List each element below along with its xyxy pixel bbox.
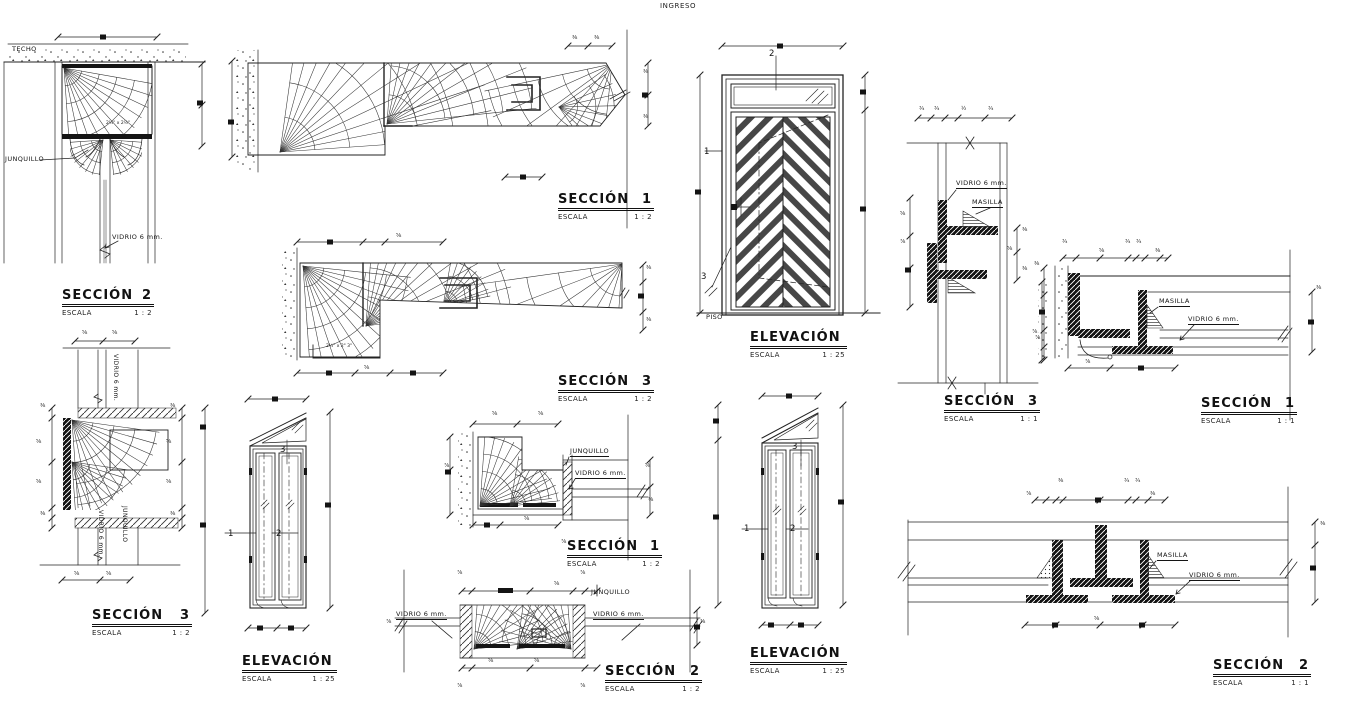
drawing-label: MASILLA	[1159, 297, 1190, 305]
detail-seccion2-full	[898, 487, 1318, 637]
dim-label: ⅝	[166, 479, 172, 485]
drawing-label: 2½" x 2" 3"	[326, 344, 353, 349]
door-chevron-left	[736, 117, 783, 307]
dim-label: ⅜	[1022, 266, 1028, 272]
dim-label: ¾	[1136, 239, 1142, 245]
dim-label: ⅞	[457, 570, 463, 576]
dim-label: ⅝	[112, 330, 118, 336]
title-seccion3-full: SECCIÓN 3 ESCALA 1 : 1	[944, 394, 1038, 423]
drawing-label: VIDRIO 6 mm.	[112, 233, 163, 241]
sheet-top-label: INGRESO	[660, 2, 697, 10]
dim-label: ⅞	[1026, 491, 1032, 497]
dim-label: ⅞	[700, 619, 706, 625]
drawing-label: 3	[701, 272, 707, 282]
dim-label: ⅜	[1316, 285, 1322, 291]
dim-label: ¾	[919, 106, 925, 112]
dim-label: ⅜	[1150, 491, 1156, 497]
drawing-label: 1	[744, 524, 750, 534]
dim-label: ⅝	[538, 411, 544, 417]
dim-label: ⅞	[457, 683, 463, 689]
dim-label: ⅜	[170, 511, 176, 517]
dim-label: ⅝	[36, 479, 42, 485]
dim-label: ½	[961, 106, 967, 112]
drawing-label: 2½" x 2½"	[106, 121, 131, 126]
dim-label: ⅜	[1155, 248, 1161, 254]
dim-label: ⅝	[492, 411, 498, 417]
dim-label: ⅝	[1007, 246, 1013, 252]
dim-label: ⅝	[900, 211, 906, 217]
dim-label: ⅝	[36, 439, 42, 445]
dim-label: ⅞	[444, 463, 450, 469]
dim-label: ¾	[1125, 239, 1131, 245]
dim-label: ⅞	[386, 619, 392, 625]
dim-label: ⅞	[1035, 335, 1041, 341]
dim-label: ⅜	[1058, 478, 1064, 484]
dim-label: ⅜	[1022, 227, 1028, 233]
dim-label: ⅜	[643, 69, 649, 75]
dim-label: ⅞	[580, 683, 586, 689]
drawing-label: VIDRIO 6 mm.	[1189, 571, 1240, 579]
dim-label: ⅝	[488, 658, 494, 664]
drawing-label: 2	[790, 524, 796, 534]
dim-label: ⅞	[561, 539, 567, 545]
drawing-label: VIDRIO 6 mm.	[575, 469, 626, 477]
drawing-label: VIDRIO 6 mm.	[956, 179, 1007, 187]
dim-label: ⅝	[74, 571, 80, 577]
drawing-label: 2	[276, 529, 282, 539]
dim-label: ⅝	[166, 439, 172, 445]
door-elevation	[695, 43, 880, 316]
title-seccion1-full: SECCIÓN 1 ESCALA 1 : 1	[1201, 396, 1295, 425]
dim-label: ⅜	[648, 497, 654, 503]
title-seccion2-head: SECCIÓN 2 ESCALA 1 : 2	[62, 288, 152, 317]
drawing-label: MASILLA	[1157, 551, 1188, 559]
drawing-label: JUNQUILLO	[591, 588, 631, 596]
detail-seccion3-full	[898, 115, 1047, 394]
detail-seccion2-head	[4, 34, 205, 263]
dim-label: ¾	[1062, 239, 1068, 245]
drawing-label: TECHO	[12, 45, 37, 53]
dim-label: ⅝	[82, 330, 88, 336]
drawing-label: JUNQUILLO	[5, 155, 45, 163]
dim-label: ⅜	[40, 511, 46, 517]
dim-label: ⅜	[646, 317, 652, 323]
detail-seccion2-mullion	[395, 570, 702, 672]
dim-label: ⅞	[900, 239, 906, 245]
dim-label: ⅜	[40, 403, 46, 409]
drawing-label: VIDRIO 6 mm.	[97, 510, 104, 558]
dim-label: ⅞	[1085, 359, 1091, 365]
detail-seccion1-full	[1039, 250, 1315, 420]
title-elevacion-left: ELEVACIÓN ESCALA 1 : 25	[242, 654, 335, 683]
door-knob	[731, 204, 737, 210]
drawing-label: JUNQUILLO	[121, 506, 128, 543]
drawing-label: 3	[792, 442, 798, 452]
drawing-label: 3	[280, 445, 286, 455]
dim-label: ⅝	[554, 581, 560, 587]
dim-label: ⅜	[170, 403, 176, 409]
dim-label: ⅝	[524, 516, 530, 522]
drawing-label: JUNQUILLO	[570, 447, 610, 455]
title-seccion3-plan: SECCIÓN 3 ESCALA 1 : 2	[558, 374, 652, 403]
dim-label: ⅝	[396, 233, 402, 239]
dim-label: ⅜	[1034, 261, 1040, 267]
window-elevation-bottom	[713, 393, 846, 628]
door-chevron-right	[783, 117, 830, 307]
title-seccion2-full: SECCIÓN 2 ESCALA 1 : 1	[1213, 658, 1309, 687]
drawing-label: MASILLA	[972, 198, 1003, 206]
title-seccion3-vertical: SECCIÓN 3 ESCALA 1 : 2	[92, 608, 190, 637]
title-elevacion-bottom: ELEVACIÓN ESCALA 1 : 25	[750, 646, 845, 675]
drawing-label: VIDRIO 6 mm.	[593, 610, 644, 618]
drawing-label: VIDRIO 6 mm.	[1188, 315, 1239, 323]
title-elevacion-door: ELEVACIÓN ESCALA 1 : 25	[750, 330, 845, 359]
title-seccion1-sill: SECCIÓN 1 ESCALA 1 : 2	[567, 539, 660, 568]
drawing-label: VIDRIO 6 mm.	[112, 354, 119, 402]
drawing-label: 2	[769, 49, 775, 59]
dim-label: ¾	[1135, 478, 1141, 484]
drawing-label: 1	[704, 147, 710, 157]
drawing-label: VIDRIO 6 mm.	[396, 610, 447, 618]
dim-label: ⅜	[594, 35, 600, 41]
dim-label: ⅝	[106, 571, 112, 577]
window-elevation-left	[225, 396, 333, 631]
title-seccion2-mullion: SECCIÓN 2 ESCALA 1 : 2	[605, 664, 700, 693]
dim-label: ⅜	[643, 114, 649, 120]
drawing-label: PISO	[706, 313, 723, 321]
dim-label: ¾	[988, 106, 994, 112]
dim-label: ⅝	[364, 365, 370, 371]
dim-label: ⅜	[646, 265, 652, 271]
dim-label: ⅞	[580, 570, 586, 576]
dim-label: ⅜	[572, 35, 578, 41]
dim-label: ⅝	[645, 463, 651, 469]
dim-label: ⅝	[1099, 248, 1105, 254]
dim-label: ⅜	[1320, 521, 1326, 527]
dim-label: ⅝	[534, 658, 540, 664]
fan-molding	[303, 266, 410, 374]
dim-label: ¾	[1124, 478, 1130, 484]
detail-seccion3-vertical	[40, 338, 208, 616]
dim-label: ⅞	[1032, 329, 1038, 335]
dim-label: ⅝	[1094, 616, 1100, 622]
dim-label: ¾	[934, 106, 940, 112]
title-seccion1-plan: SECCIÓN 1 ESCALA 1 : 2	[558, 192, 652, 221]
fan-molding	[280, 0, 495, 152]
drawing-label: 1	[228, 529, 234, 539]
